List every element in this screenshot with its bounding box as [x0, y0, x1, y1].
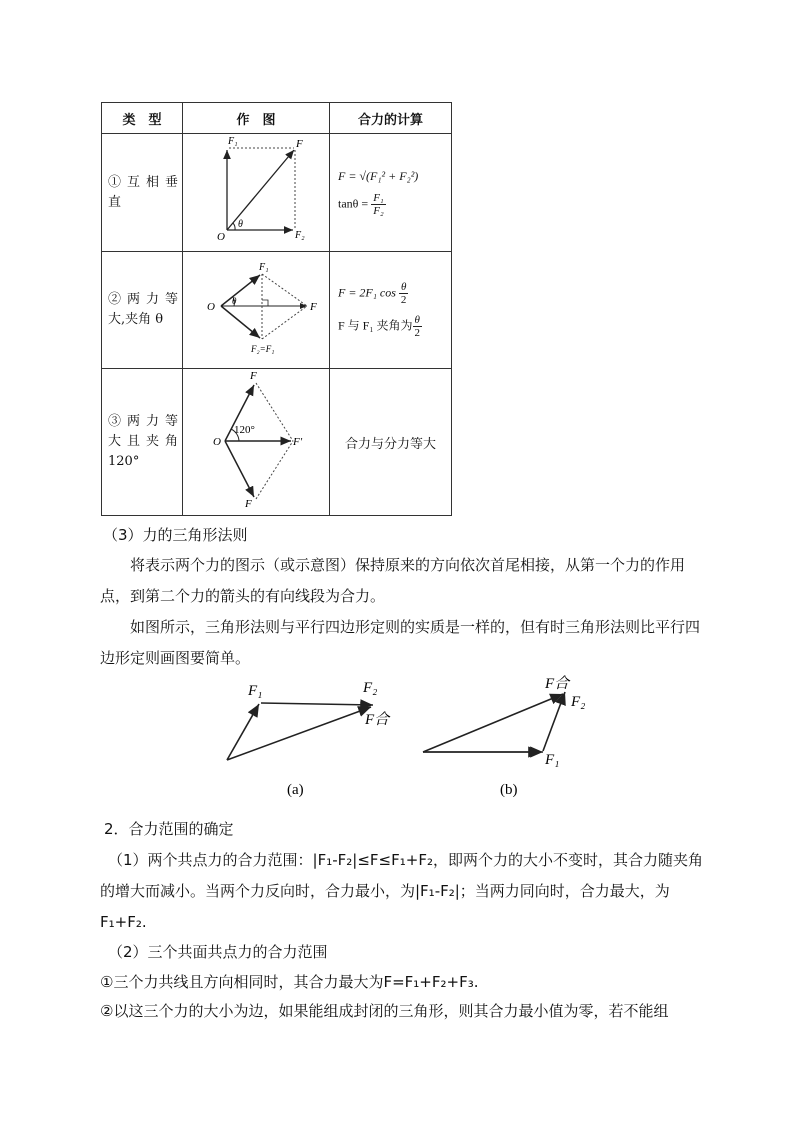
label-o: O	[213, 436, 221, 448]
fraction-den: 2	[400, 294, 407, 306]
fraction-num: θ	[414, 314, 420, 326]
caption-b: (b)	[500, 782, 518, 798]
section-2-paragraph-2-title: （2）三个共面共点力的合力范围	[108, 943, 328, 961]
type-120-degrees: ③ 两 力 等 大且夹角 120°	[102, 369, 183, 516]
table-row	[102, 252, 452, 369]
section-2-title: 2．合力范围的确定	[104, 820, 234, 838]
label-o: O	[207, 301, 215, 313]
table-row	[102, 369, 452, 516]
formula-angle-left: F 与 F₁ 夹角为	[338, 318, 413, 333]
fraction-num: F₁	[373, 191, 384, 204]
diagram-equal-magnitude	[183, 252, 330, 369]
label-f: F	[296, 138, 303, 150]
label-o: O	[217, 231, 225, 243]
calc-perpendicular	[330, 134, 452, 252]
label-a-f2: F₂	[363, 680, 378, 696]
label-f2: F₂	[295, 230, 305, 241]
rhombus-diagram	[183, 252, 329, 364]
label-f1: F₁	[228, 136, 238, 147]
section-2-paragraph-4: ②以这三个力的大小为边，如果能组成封闭的三角形，则其合力最小值为零，若不能组	[100, 1002, 669, 1020]
formula-magnitude: F = √(F₁² + F₂²)	[338, 168, 419, 183]
fraction-num: θ	[400, 281, 407, 293]
header-type: 类 型	[102, 103, 183, 134]
formula-tan	[338, 192, 451, 217]
label-f-prime: F′	[293, 436, 303, 448]
section-3-paragraph-1: 将表示两个力的图示（或示意图）保持原来的方向依次首尾相接，从第一个力的作用点，到第二个力的箭头的有向线段为合力。	[100, 556, 686, 605]
section-2-paragraph-3: ①三个力共线且方向相同时，其合力最大为F=F₁+F₂+F₃.	[100, 973, 479, 991]
type-perpendicular: ① 互 相 垂 直	[102, 134, 183, 252]
perpendicular-diagram	[183, 134, 329, 247]
label-theta: θ	[232, 296, 237, 306]
formula-cos	[338, 281, 451, 306]
calc-120-degrees	[330, 369, 452, 516]
label-theta: θ	[238, 219, 243, 230]
formula-cos-left: F = 2F₁ cos	[338, 285, 396, 300]
diagram-120-degrees	[183, 369, 330, 516]
header-calculation: 合力的计算	[330, 103, 452, 134]
label-b-f2: F₂	[571, 694, 586, 710]
label-b-fhe: F合	[545, 676, 570, 692]
triangle-rule-figure-b	[415, 672, 595, 772]
label-a-fhe: F合	[365, 712, 390, 728]
kite-120-diagram	[183, 369, 329, 511]
fraction-theta-2	[399, 281, 408, 306]
label-a-f1: F₁	[248, 683, 263, 699]
label-f-bottom: F	[245, 498, 252, 510]
label-b-f1: F₁	[545, 752, 560, 768]
fraction-f1-f2	[371, 192, 386, 217]
header-diagram: 作 图	[183, 103, 330, 134]
label-f2-equals-f1: F₂=F₁	[251, 344, 275, 354]
caption-a: (a)	[287, 782, 304, 798]
label-f1: F₁	[259, 262, 269, 273]
section-3-title: （3）力的三角形法则	[103, 526, 248, 544]
section-3-paragraph-2: 如图所示，三角形法则与平行四边形定则的实质是一样的，但有时三角形法则比平行四边形定则画图要简单。	[100, 618, 701, 667]
formula-tan-left: tanθ =	[338, 195, 369, 210]
type-equal-magnitude: ② 两 力 等 大,夹角 θ	[102, 252, 183, 369]
label-f: F	[310, 301, 317, 313]
label-120-degrees: 120°	[234, 424, 255, 436]
force-composition-table	[101, 102, 452, 516]
calc-equal-magnitude	[330, 252, 452, 369]
section-2-paragraph-1: （1）两个共点力的合力范围：|F₁-F₂|≤F≤F₁+F₂，即两个力的大小不变时，其合力随夹角的增大而减小。当两个力反向时，合力最小，为|F₁-F₂|；当两力同向时，合力最大，为F₁+F₂.	[100, 851, 703, 931]
formula-angle	[338, 314, 451, 339]
fraction-den: F₂	[373, 204, 384, 217]
equal-magnitude-text: 合力与分力等大	[344, 436, 436, 452]
label-f-top: F	[250, 370, 257, 382]
fraction-theta-2	[413, 314, 422, 339]
fraction-den: 2	[414, 327, 420, 339]
table-row	[102, 134, 452, 252]
diagram-perpendicular	[183, 134, 330, 252]
